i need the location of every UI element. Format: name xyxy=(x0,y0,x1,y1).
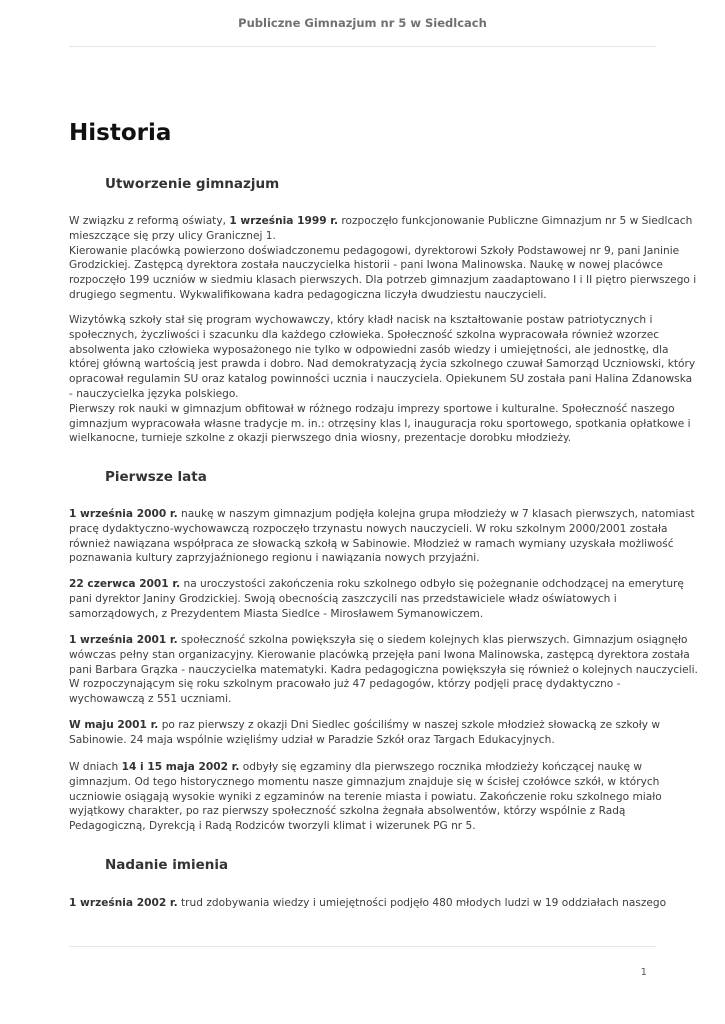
paragraph xyxy=(69,214,697,303)
header-divider xyxy=(69,46,656,47)
text-line: gimnazjum. Od tego historycznego momentu nasze gimnazjum znajduje się w ścisłej czołówce szkół, w których xyxy=(69,775,660,788)
date-highlight: 1 września 2001 r. xyxy=(69,634,178,646)
text-line: wielkanocne, turnieje szkolne z okazji pierwszego dnia wiosny, prezentacje dorobku młodzieży. xyxy=(69,432,572,445)
document-header-title: Publiczne Gimnazjum nr 5 w Siedlcach xyxy=(238,16,487,30)
page-number: 1 xyxy=(640,967,647,978)
text-line: W rozpoczynającym się roku szkolnym pracowało już 47 pedagogów, którzy podjęli pracę dydaktyczno - xyxy=(69,678,621,691)
text-line: Wizytówką szkoły stał się program wychowawczy, który kładł nacisk na kształtowanie postaw patriotycznych i xyxy=(69,314,653,326)
text-line: pani Barbara Grązka - nauczycielka matematyki. Kadra pedagogiczna powiększyła się również o kolejnych nauczycieli. xyxy=(69,663,698,676)
text-line: społecznych, życzliwości i szacunku dla każdego człowieka. Społeczność szkolna wypracowała również wzorzec xyxy=(69,328,660,341)
text-line: 1 września 2002 r. trud zdobywania wiedzy i umiejętności podjęło 480 młodych ludzi w 19 oddziałach naszego xyxy=(69,897,667,909)
section-heading-utworzenie: Utworzenie gimnazjum xyxy=(105,176,280,192)
text-line: również nawiązana współpraca ze słowacką szkołą w Sabinowie. Młodzież w ramach wymiany uzyskała możliwość xyxy=(69,537,674,550)
text-line: pracę dydaktyczno-wychowawczą rozpoczęło trzynastu nowych nauczycieli. W roku szkolnym 2000/2001 została xyxy=(69,522,668,535)
paragraph xyxy=(69,313,696,446)
section-heading-pierwsze-lata: Pierwsze lata xyxy=(105,469,207,485)
text-line: wychowawczą z 551 uczniami. xyxy=(69,693,232,706)
text-line: rozpoczęło 199 uczniów w siedmiu klasach pierwszych. Dla potrzeb gimnazjum zaadaptowano I i II piętro pierwszego i xyxy=(69,274,697,287)
text-line: 1 września 2001 r. społeczność szkolna powiększyła się o siedem kolejnych klas pierwszych. Gimnazjum osiągnęło xyxy=(69,634,688,646)
section-heading-nadanie-imienia: Nadanie imienia xyxy=(105,857,229,873)
text-line: uczniowie osiągają wysokie wyniki z egzaminów na terenie miasta i powiatu. Zakończenie roku szkolnego miało xyxy=(69,790,662,803)
text-line: Pierwszy rok nauki w gimnazjum obfitował w różnego rodzaju imprezy sportowe i kulturalne. Społeczność naszego xyxy=(69,402,675,415)
text-line: Pedagogiczną, Dyrekcją i Radą Rodziców tworzyli klimat i wizerunek PG nr 5. xyxy=(69,820,476,833)
text-line: której główną wartością jest prawda i dobro. Nad demokratyzacją życia szkolnego czuwał Samorząd Uczniowski, który xyxy=(69,358,696,371)
text-line: poznawania kultury zaprzyjaźnionego regionu i nawiązania nowych przyjaźni. xyxy=(69,552,480,565)
paragraph xyxy=(69,633,698,707)
date-highlight: 22 czerwca 2001 r. xyxy=(69,578,181,590)
date-highlight: 14 i 15 maja 2002 r. xyxy=(121,761,240,773)
text-line: mieszczące się przy ulicy Granicznej 1. xyxy=(69,229,276,242)
text-line: Sabinowie. 24 maja wspólnie wzięliśmy udział w Paradzie Szkół oraz Targach Edukacyjnych. xyxy=(69,733,555,746)
text-line: absolwenta jako człowieka wyposażonego nie tylko w odpowiedni zasób wiedzy i umiejętności, ale jednostkę, dla xyxy=(69,343,669,356)
text-line: W związku z reformą oświaty, 1 września 1999 r. rozpoczęło funkcjonowanie Publiczne Gimnazjum nr 5 w Siedlcach xyxy=(69,215,693,227)
date-highlight: W maju 2001 r. xyxy=(69,719,159,731)
footer-divider xyxy=(69,946,656,947)
text-line: wyjątkowy charakter, po raz pierwszy społeczność szkolna żegnała absolwentów, którzy wspólnie z Radą xyxy=(69,805,626,818)
page-title: Historia xyxy=(69,120,172,146)
text-line: gimnazjum wypracowała własne tradycje m. in.: otrzęsiny klas I, inauguracja roku sportowego, spotkania opłatkowe i xyxy=(69,417,691,430)
text-line: drugiego segmentu. Wykwalifikowana kadra pedagogiczna liczyła dwudziestu nauczycieli. xyxy=(69,288,547,301)
text-line: - nauczycielka języka polskiego. xyxy=(69,387,239,400)
text-line: opracował regulamin SU oraz katalog powinności ucznia i nauczyciela. Opiekunem SU została pani Halina Zdanowska xyxy=(69,373,693,386)
text-line: Grodzickiej. Zastępcą dyrektora została nauczycielka historii - pani Iwona Malinowska. Naukę w nowej placówce xyxy=(69,259,663,272)
text-line: samorządowych, z Prezydentem Miasta Siedlce - Mirosławem Symanowiczem. xyxy=(69,607,484,620)
paragraph xyxy=(69,718,659,748)
text-line: W dniach 14 i 15 maja 2002 r. odbyły się egzaminy dla pierwszego rocznika młodzieży kończącej naukę w xyxy=(69,761,643,773)
paragraph xyxy=(69,507,695,566)
date-highlight: 1 września 1999 r. xyxy=(229,215,338,227)
text-line: W maju 2001 r. po raz pierwszy z okazji Dni Siedlec gościliśmy w naszej szkole młodzież słowacką ze szkoły w xyxy=(69,719,661,731)
date-highlight: 1 września 2002 r. xyxy=(69,897,178,909)
text-line: wówczas pełny stan organizacyjny. Kierowanie placówką przejęła pani Iwona Malinowska, zastępcą dyrektora została xyxy=(69,648,690,661)
text-line: Kierowanie placówką powierzono doświadczonemu pedagogowi, dyrektorowi Szkoły Podstawowej nr 9, pani Janinie xyxy=(69,244,680,257)
text-line: pani dyrektor Janiny Grodzickiej. Swoją obecnością zaszczycili nas przedstawiciele władz oświatowych i xyxy=(69,592,617,605)
date-highlight: 1 września 2000 r. xyxy=(69,508,178,520)
text-line: 22 czerwca 2001 r. na uroczystości zakończenia roku szkolnego odbyło się pożegnanie odchodzącej na emeryturę xyxy=(69,578,684,590)
paragraph xyxy=(69,760,662,834)
paragraph xyxy=(69,577,684,621)
text-line: 1 września 2000 r. naukę w naszym gimnazjum podjęła kolejna grupa młodzieży w 7 klasach pierwszych, natomiast xyxy=(69,508,695,520)
paragraph xyxy=(69,896,667,911)
